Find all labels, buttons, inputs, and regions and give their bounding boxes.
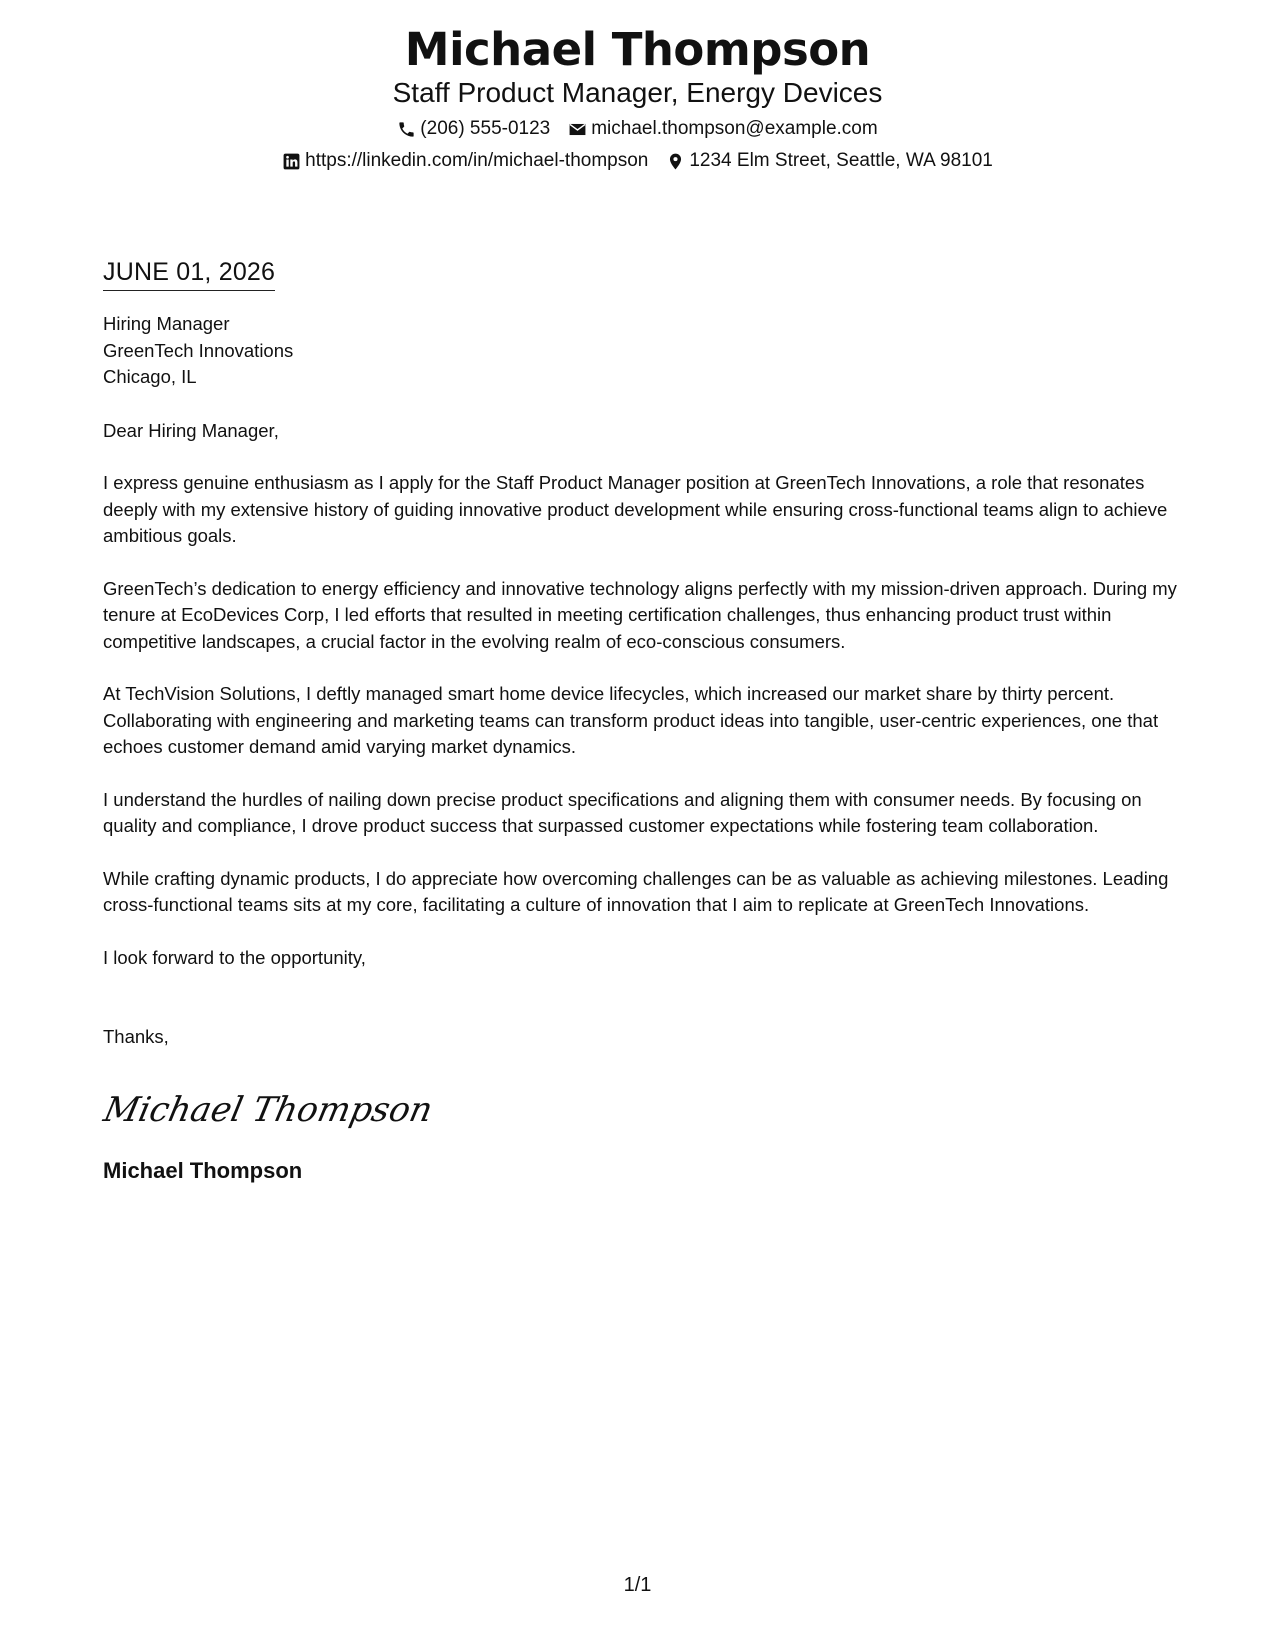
contact-linkedin[interactable] bbox=[282, 146, 648, 176]
sender-title: Staff Product Manager, Energy Devices bbox=[392, 77, 883, 108]
recipient-line: Hiring Manager bbox=[103, 313, 230, 334]
linkedin-icon bbox=[282, 152, 301, 171]
body-paragraph: I understand the hurdles of nailing down precise product specifications and aligning them with consumer needs. By focusing on quality and compliance, I drove product success that surpassed customer expectations while fostering team collaboration. bbox=[103, 788, 1142, 836]
signature-text: Michael Thompson bbox=[100, 1089, 437, 1130]
greeting: Dear Hiring Manager, bbox=[103, 419, 279, 441]
body-paragraph: At TechVision Solutions, I deftly managed smart home device lifecycles, which increased our market share by thirty percent. Collaborating with engineering and marketing teams can transform product ideas into tangible, user-centric experiences, one that echoes customer demand amid varying market dynamics. bbox=[103, 683, 1159, 757]
linkedin-url[interactable]: https://linkedin.com/in/michael-thompson bbox=[305, 150, 649, 171]
contact-row-primary bbox=[0, 114, 1275, 144]
signer-name: Michael Thompson bbox=[103, 1157, 303, 1183]
letter-header bbox=[0, 22, 1275, 176]
street-address: 1234 Elm Street, Seattle, WA 98101 bbox=[689, 150, 993, 171]
contact-row-secondary bbox=[0, 146, 1275, 176]
recipient-line: GreenTech Innovations bbox=[103, 339, 294, 361]
closing-line: I look forward to the opportunity, bbox=[103, 946, 366, 968]
body-paragraph: I express genuine enthusiasm as I apply for the Staff Product Manager position at GreenTech Innovations, a role that resonates deeply with my extensive history of guiding innovative product development while ensuring cross-functional teams align to achieve ambitious goals. bbox=[103, 472, 1168, 546]
envelope-icon bbox=[568, 120, 587, 139]
sender-name: Michael Thompson bbox=[404, 23, 871, 76]
page-number: 1/1 bbox=[623, 1574, 652, 1596]
body-paragraph: While crafting dynamic products, I do appreciate how overcoming challenges can be as valuable as achieving milestones. Leading cross-functional teams sits at my core, facilitating a culture of innovation that I aim to replicate at GreenTech Innovations. bbox=[103, 867, 1169, 915]
handwritten-signature bbox=[100, 1079, 1178, 1135]
phone-number: (206) 555-0123 bbox=[420, 118, 551, 139]
contact-phone bbox=[397, 114, 550, 144]
email-address[interactable]: michael.thompson@example.com bbox=[591, 118, 878, 139]
contact-email[interactable] bbox=[568, 114, 877, 144]
signoff: Thanks, bbox=[103, 1026, 169, 1047]
recipient-block bbox=[103, 311, 1178, 391]
contact-address bbox=[666, 146, 992, 176]
letter-date: JUNE 01, 2026 bbox=[103, 256, 275, 291]
map-marker-icon bbox=[666, 152, 685, 171]
recipient-line: Chicago, IL bbox=[103, 366, 197, 387]
body-paragraph: GreenTech’s dedication to energy efficiency and innovative technology aligns perfectly with my mission-driven approach. During my tenure at EcoDevices Corp, I led efforts that resulted in meeting certification challenges, thus enhancing product trust within competitive landscapes, a crucial factor in the evolving realm of eco-conscious consumers. bbox=[103, 577, 1177, 652]
letter-body bbox=[100, 256, 1178, 1185]
phone-icon bbox=[397, 120, 416, 139]
